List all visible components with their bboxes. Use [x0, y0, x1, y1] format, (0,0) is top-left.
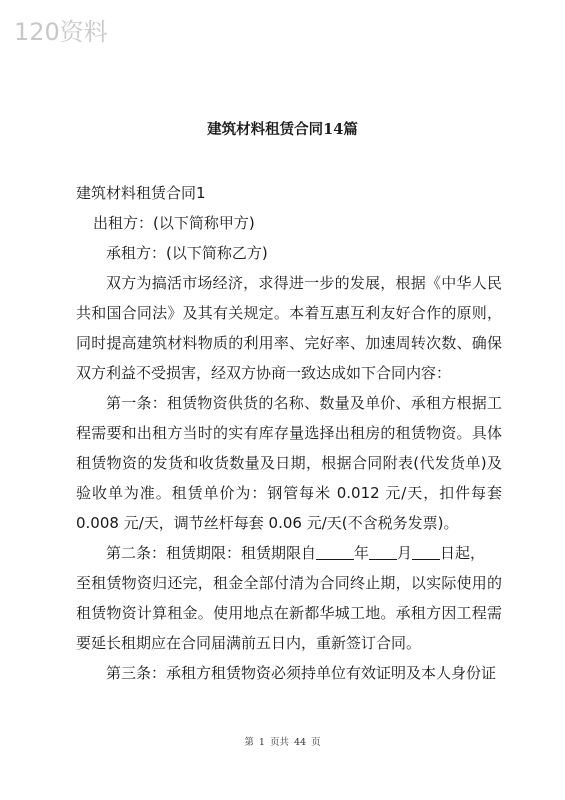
intro-paragraph [76, 268, 502, 388]
article-2 [76, 538, 502, 658]
footer-prefix: 第 [244, 737, 254, 748]
footer-suffix: 页 [311, 737, 321, 748]
paragraph-line: 共和国合同法》及其有关规定。本着互惠互利友好合作的原则， [76, 304, 502, 322]
contract-heading: 建筑材料租赁合同1 [76, 184, 206, 202]
month-label: 月 [397, 544, 413, 562]
paragraph-line: 双方利益不受损害，经双方协商一致达成如下合同内容： [76, 364, 452, 382]
document-body [76, 178, 502, 688]
paragraph-line: 至租赁物资归还完，租金全部付清为合同终止期，以实际使用的 [76, 574, 502, 592]
page-footer [0, 734, 565, 748]
paragraph-line: 双方为搞活市场经济，求得进一步的发展，根据《中华人民 [106, 274, 502, 292]
article-1 [76, 388, 502, 538]
article2-lead: 第二条：租赁期限：租赁期限自 [106, 544, 317, 562]
paragraph-line [76, 538, 502, 568]
document-title: 建筑材料租赁合同14篇 [207, 121, 358, 138]
month-blank [369, 543, 397, 560]
paragraph-line: 程需要和出租方当时的实有库存量选择出租房的租赁物资。具体 [76, 424, 502, 442]
footer-mid: 页共 [269, 737, 289, 748]
paragraph-line: 要延长租期应在合同届满前五日内，重新签订合同。 [76, 634, 422, 652]
paragraph-line: 0.008 元/天，调节丝杆每套 0.06 元/天(不含税务发票)。 [76, 514, 459, 532]
paragraph-line: 验收单为准。租赁单价为：钢管每米 0.012 元/天，扣件每套 [76, 484, 502, 502]
year-label: 年 [354, 544, 370, 562]
page-number: 1 [258, 737, 265, 748]
paragraph-line: 同时提高建筑材料物质的利用率、完好率、加速周转次数、确保 [76, 334, 502, 352]
article-3: 第三条：承租方租赁物资必须持单位有效证明及本人身份证 [106, 664, 497, 682]
page-total: 44 [293, 737, 307, 748]
watermark: 120资料 [14, 18, 108, 46]
paragraph-line: 第一条：租赁物资供货的名称、数量及单价、承租方根据工 [106, 394, 502, 412]
day-label: 日起， [440, 544, 486, 562]
day-blank [412, 543, 440, 560]
year-blank [316, 543, 354, 560]
lessee-line: 承租方：(以下简称乙方) [106, 244, 268, 262]
paragraph-line: 租赁物资的发货和收货数量及日期，根据合同附表(代发货单)及 [76, 454, 502, 472]
lessor-line: 出租方：(以下简称甲方) [93, 214, 255, 232]
paragraph-line: 租赁物资计算租金。使用地点在新都华城工地。承租方因工程需 [76, 604, 502, 622]
